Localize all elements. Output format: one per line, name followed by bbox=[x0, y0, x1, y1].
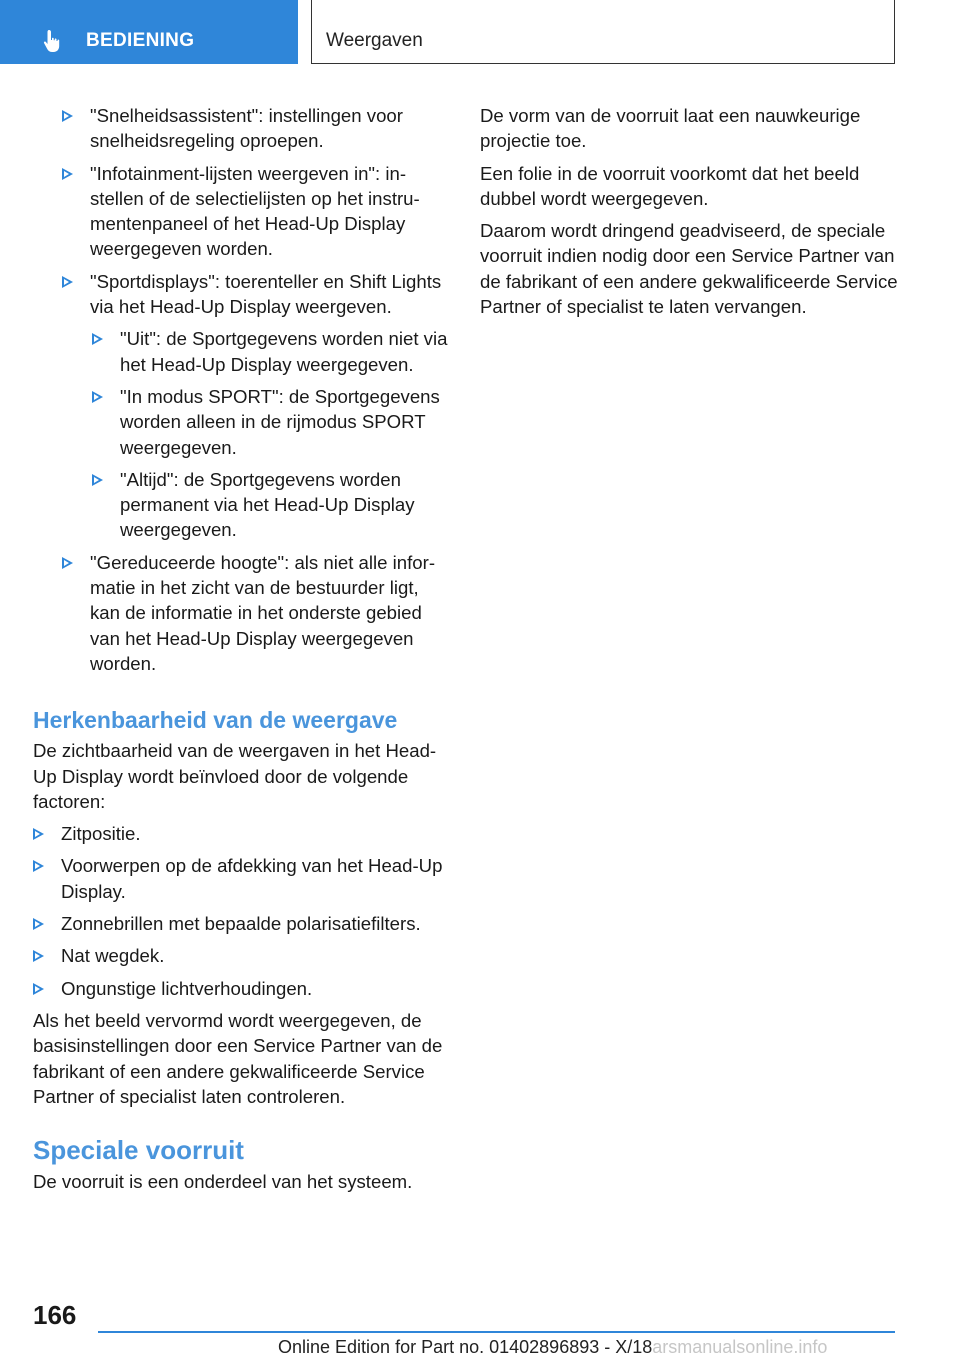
right-column bbox=[480, 103, 900, 326]
triangle-bullet-icon bbox=[62, 276, 73, 288]
triangle-bullet-icon bbox=[33, 950, 44, 962]
paragraph: Daarom wordt dringend geadviseerd, de speciale voorruit indien nodig door een Service Partner van de fabrikant of een andere gekwalificeerde Service Partner of specialist te laten vervangen. bbox=[480, 220, 898, 318]
paragraph: De voorruit is een onderdeel van het systeem. bbox=[33, 1171, 413, 1193]
triangle-bullet-icon bbox=[62, 110, 73, 122]
section-heading: Herkenbaarheid van de weergave bbox=[33, 707, 398, 734]
triangle-bullet-icon bbox=[33, 860, 44, 872]
hand-pointer-icon bbox=[40, 28, 66, 54]
list-item: "Infotainment-lijsten weergeven in": instellen of de selectielijsten op het instrumentenpaneel of het Head-Up Display weergegeven worden. bbox=[33, 161, 448, 262]
triangle-bullet-icon bbox=[33, 918, 44, 930]
section-tab bbox=[0, 0, 298, 64]
triangle-bullet-icon bbox=[62, 557, 73, 569]
settings-list bbox=[33, 103, 448, 676]
list-item: Ongunstige lichtverhoudingen. bbox=[33, 976, 448, 1001]
sub-list bbox=[90, 326, 448, 542]
factors-list bbox=[33, 821, 448, 1001]
triangle-bullet-icon bbox=[92, 474, 103, 486]
list-item: Zitpositie. bbox=[33, 821, 448, 846]
chapter-label: Weergaven bbox=[326, 30, 423, 51]
sub-list-item: "Altijd": de Sportgegevens worden permanent via het Head-Up Display weergegeven. bbox=[90, 467, 448, 543]
chapter-header bbox=[311, 0, 895, 64]
list-item: Nat wegdek. bbox=[33, 943, 448, 968]
section-label: BEDIENING bbox=[86, 30, 195, 51]
paragraph: De zichtbaarheid van de weergaven in het Head-Up Display wordt beïnvloed door de volgende factoren: bbox=[33, 740, 437, 812]
sub-list-item: "In modus SPORT": de Sportgegevens worden alleen in de rijmodus SPORT weergegeven. bbox=[90, 384, 448, 460]
paragraph: De vorm van de voorruit laat een nauwkeurige projectie toe. bbox=[480, 105, 861, 152]
triangle-bullet-icon bbox=[33, 828, 44, 840]
watermark-text: arsmanualsonline.info bbox=[652, 1337, 828, 1357]
triangle-bullet-icon bbox=[33, 983, 44, 995]
page-number: 166 bbox=[33, 1300, 77, 1330]
list-item: Voorwerpen op de afdekking van het Head-Up Display. bbox=[33, 853, 448, 904]
footer-divider bbox=[98, 1331, 895, 1333]
list-item: "Gereduceerde hoogte": als niet alle informatie in het zicht van de bestuurder ligt, kan de informatie in het onderste gebied van het Head-Up Display weergegeven worden. bbox=[33, 550, 448, 676]
list-item: "Sportdisplays": toerenteller en Shift Lights via het Head-Up Display weergeven. "Uit": de Sportgegevens worden niet via het Head-Up Display weergegeven. "In modus SPORT": de Sportgegevens worden alleen in de rijmodus SPORT weergegeven. "Altijd": de Sportgegevens worden permanent via het Head-Up Display weergegeven. bbox=[33, 269, 448, 543]
sub-list-item: "Uit": de Sportgegevens worden niet via het Head-Up Display weergegeven. bbox=[90, 326, 448, 377]
triangle-bullet-icon bbox=[62, 168, 73, 180]
triangle-bullet-icon bbox=[92, 391, 103, 403]
paragraph: Een folie in de voorruit voorkomt dat het beeld dubbel wordt weergegeven. bbox=[480, 162, 860, 209]
left-column bbox=[33, 103, 448, 1201]
triangle-bullet-icon bbox=[92, 333, 103, 345]
edition-text: Online Edition for Part no. 01402896893 - X/18 bbox=[278, 1337, 653, 1357]
section-heading: Speciale voorruit bbox=[33, 1135, 244, 1166]
paragraph: Als het beeld vervormd wordt weergegeven, de basisinstellingen door een Service Partner van de fabrikant of een andere gekwalificeerde Service Partner of specialist laten controleren. bbox=[33, 1009, 443, 1107]
list-item: "Snelheidsassistent": instellingen voor snelheidsregeling oproepen. bbox=[33, 103, 448, 154]
footer-edition bbox=[278, 1337, 827, 1358]
list-item: Zonnebrillen met bepaalde polarisatiefilters. bbox=[33, 911, 448, 936]
